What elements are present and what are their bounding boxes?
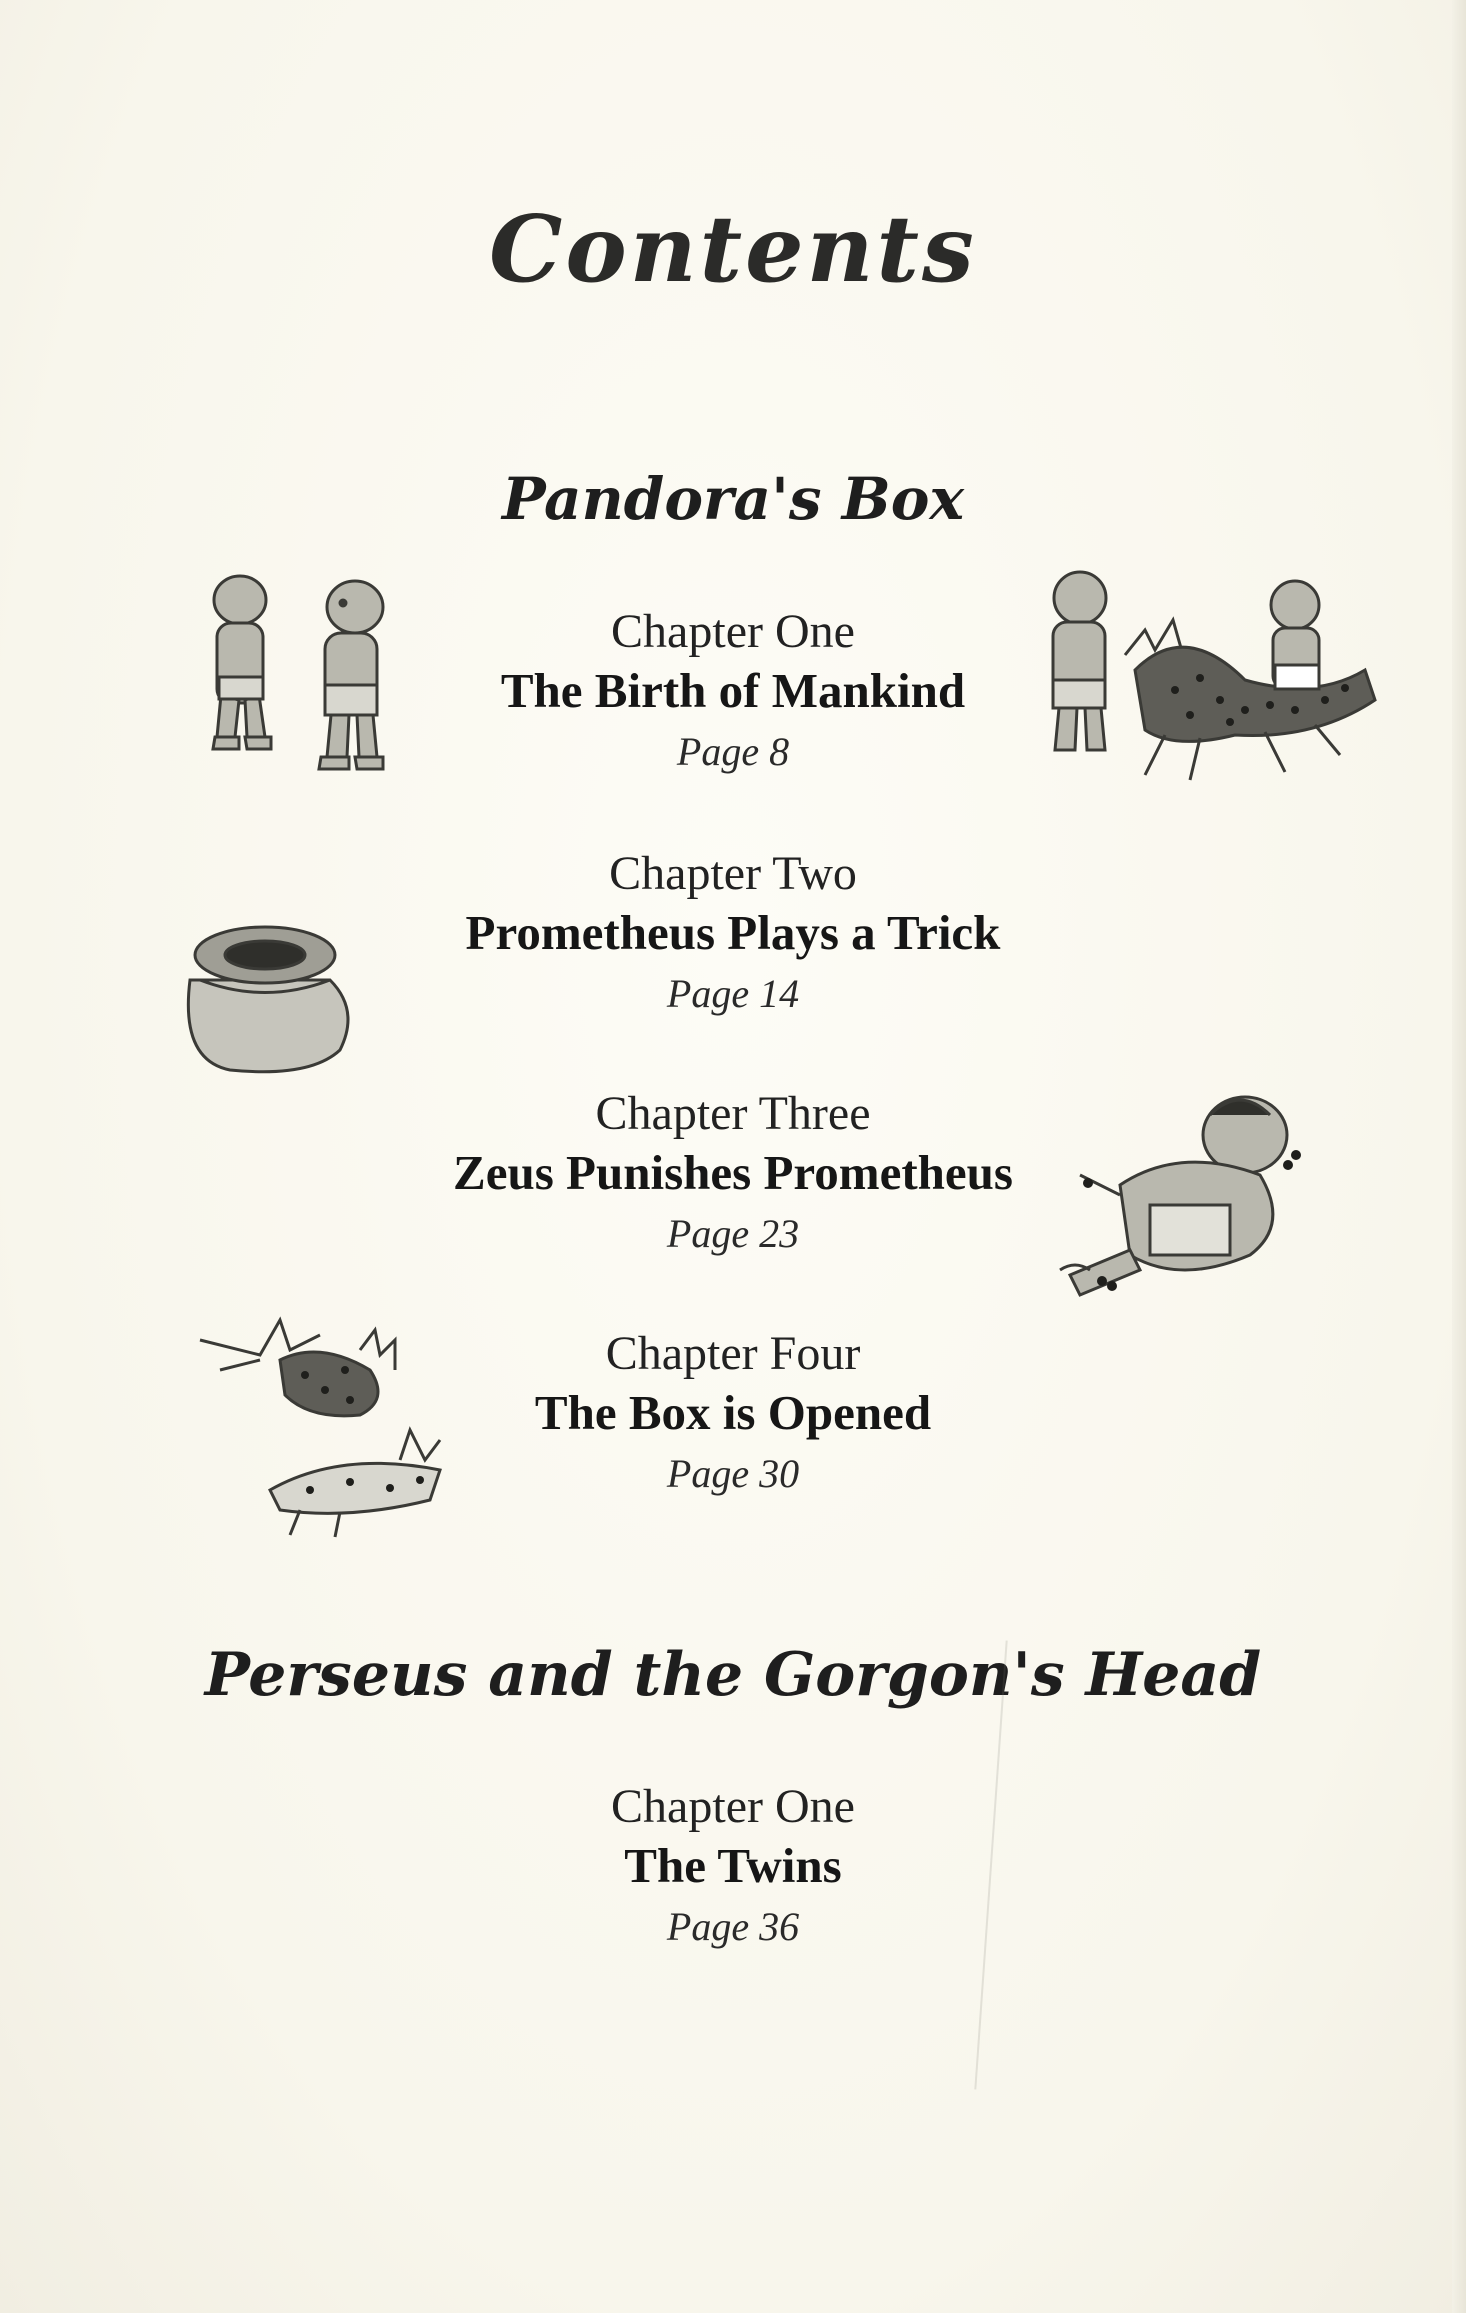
chapter-title[interactable]: The Birth of Mankind (500, 663, 966, 718)
chained-figure-illustration (1040, 1085, 1340, 1315)
chapter-number: Chapter Four (605, 1327, 861, 1380)
chapter-page: Page 23 (666, 1211, 800, 1256)
page-edge (1452, 0, 1466, 2313)
chapter-page: Page 14 (666, 971, 800, 1016)
chapter-page: Page 8 (676, 729, 790, 774)
page-title: Contents (489, 195, 977, 303)
chapter-number: Chapter One (611, 1780, 855, 1833)
figure-and-beast-illustration (1015, 560, 1395, 800)
toc-entry[interactable] (383, 603, 1083, 783)
toc-entry[interactable] (383, 845, 1083, 1025)
jar-illustration (170, 910, 360, 1080)
section-title-perseus: Perseus and the Gorgon's Head (204, 1640, 1262, 1710)
chapter-page: Page 30 (666, 1451, 800, 1496)
chapter-title[interactable]: Prometheus Plays a Trick (465, 905, 1001, 960)
chapter-title[interactable]: Zeus Punishes Prometheus (453, 1145, 1013, 1200)
chapter-page: Page 36 (666, 1904, 800, 1949)
chapter-title[interactable]: The Twins (624, 1838, 842, 1893)
chapter-number: Chapter One (611, 605, 855, 658)
spotted-creatures-illustration (190, 1300, 490, 1560)
two-figures-illustration (195, 565, 435, 805)
toc-entry[interactable] (383, 1085, 1083, 1265)
chapter-number: Chapter Three (595, 1087, 871, 1140)
toc-entry[interactable] (383, 1778, 1083, 1958)
chapter-number: Chapter Two (609, 847, 857, 900)
section-title-pandoras-box: Pandora's Box (501, 465, 965, 533)
chapter-title[interactable]: The Box is Opened (534, 1385, 932, 1440)
